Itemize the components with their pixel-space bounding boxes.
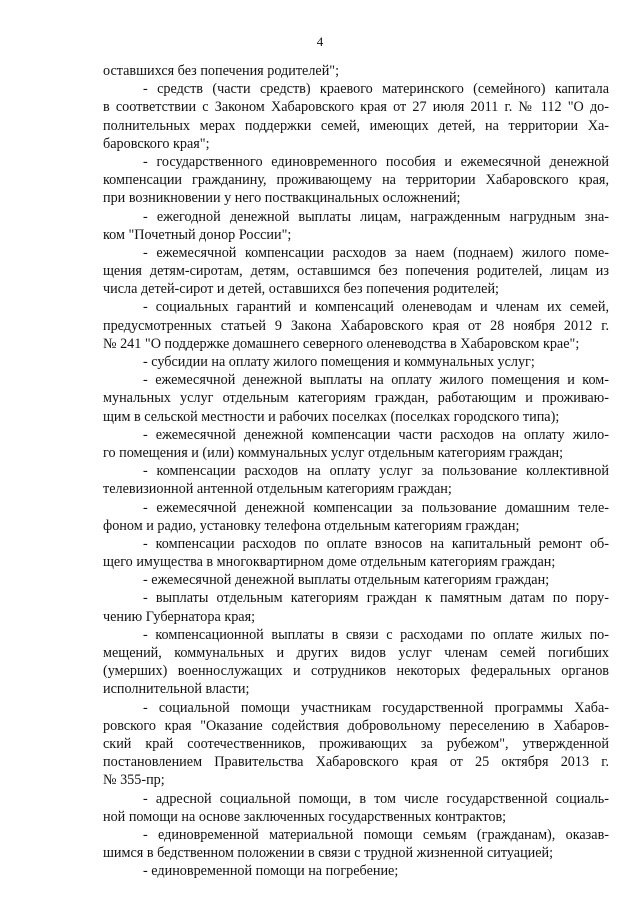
list-item	[103, 535, 609, 571]
text-line: (умерших) военнослужащих и сотрудников некоторых федеральных органов	[103, 663, 609, 680]
text-line: полнительных мерах поддержки семей, имеющих детей, на территории Ха-	[103, 117, 609, 134]
text-line: телевизионной антенной отдельным категориям граждан;	[103, 481, 452, 498]
list-item	[103, 298, 609, 353]
text-line: - ежемесячной денежной компенсации за пользование домашним теле-	[143, 499, 609, 516]
text-line: го помещения и (или) коммунальных услуг отдельным категориям граждан;	[103, 444, 564, 461]
text-line: - ежемесячной денежной выплаты отдельным категориям граждан;	[143, 572, 550, 589]
text-line: чению Губернатора края;	[103, 608, 256, 625]
text-line: - социальной помощи участникам государственной программы Хаба-	[143, 699, 609, 716]
list-item	[103, 589, 609, 625]
text-line: - средств (части средств) краевого материнского (семейного) капитала	[143, 81, 609, 98]
text-line: № 241 "О поддержке домашнего северного оленеводства в Хабаровском крае";	[103, 335, 580, 352]
text-line: - компенсации расходов на оплату услуг за пользование коллективной	[143, 463, 609, 480]
text-line: баровского края";	[103, 135, 210, 152]
text-line: - государственного единовременного пособия и ежемесячной денежной	[143, 153, 609, 170]
text-line: ский край соотечественников, проживающих за рубежом", утвержденной	[103, 735, 609, 752]
text-line: в соответствии с Законом Хабаровского края от 27 июля 2011 г. № 112 "О до-	[103, 99, 609, 116]
list-item	[103, 499, 609, 535]
text-line: ной помощи на основе заключенных государственных контрактов;	[103, 808, 507, 825]
list-item	[103, 353, 609, 371]
page-number: 4	[316, 34, 324, 49]
text-line: щения детям-сиротам, детям, оставшимся без попечения родителей, лицам из	[103, 263, 609, 280]
text-line: щего имущества в многоквартирном доме отдельным категориям граждан;	[103, 554, 556, 571]
text-line: - компенсационной выплаты в связи с расходами по оплате жилых по-	[143, 626, 609, 643]
list-item	[103, 244, 609, 299]
text-line: - ежемесячной компенсации расходов за наем (поднаем) жилого поме-	[143, 244, 609, 261]
text-line: мунальных услуг отдельным категориям граждан, работающим и проживаю-	[103, 390, 609, 407]
list-item	[103, 426, 609, 462]
text-line: - единовременной материальной помощи семьям (гражданам), оказав-	[143, 826, 609, 843]
text-line: исполнительной власти;	[103, 681, 250, 698]
text-line: - ежегодной денежной выплаты лицам, награжденным нагрудным зна-	[143, 208, 609, 225]
text-line: - адресной социальной помощи, в том числе государственной социаль-	[143, 790, 609, 807]
text-line: - единовременной помощи на погребение;	[143, 863, 399, 880]
text-line: постановлением Правительства Хабаровского края от 25 октября 2013 г.	[103, 754, 609, 771]
text-line: предусмотренных статьей 9 Закона Хабаровского края от 28 ноября 2012 г.	[103, 317, 609, 334]
text-line: - ежемесячной денежной выплаты на оплату жилого помещения и ком-	[143, 372, 609, 389]
list-item	[103, 80, 609, 153]
text-line: оставшихся без попечения родителей";	[103, 63, 340, 79]
list-item	[103, 371, 609, 426]
list-item	[103, 462, 609, 498]
text-line: ровского края "Оказание содействия добровольному переселению в Хабаров-	[103, 717, 609, 734]
list-item	[103, 62, 609, 80]
list-item	[103, 208, 609, 244]
text-line: при возникновении у него поствакцинальных осложнений;	[103, 190, 461, 207]
list-item	[103, 862, 609, 880]
text-line: - субсидии на оплату жилого помещения и коммунальных услуг;	[143, 354, 535, 370]
text-line: - ежемесячной денежной компенсации части расходов на оплату жило-	[143, 426, 609, 443]
list-item	[103, 790, 609, 826]
text-line: № 355-пр;	[103, 772, 165, 789]
text-line: мещений, коммунальных и других видов услуг членам семей погибших	[103, 645, 609, 661]
text-line: шимся в бедственном положении в связи с трудной жизненной ситуацией;	[103, 845, 554, 862]
list-item	[103, 153, 609, 208]
list-item	[103, 626, 609, 699]
list-item	[103, 826, 609, 862]
list-item	[103, 699, 609, 790]
text-line: числа детей-сирот и детей, оставшихся без попечения родителей;	[103, 281, 500, 298]
list-item	[103, 571, 609, 589]
document-body	[103, 62, 609, 880]
text-line: ком "Почетный донор России";	[103, 226, 292, 243]
text-line: - социальных гарантий и компенсаций оленеводам и членам их семей,	[143, 299, 609, 316]
text-line: щим в сельской местности и рабочих поселках (поселках городского типа);	[103, 408, 560, 425]
text-line: фоном и радио, установку телефона отдельным категориям граждан;	[103, 517, 520, 534]
text-line: компенсации гражданину, проживающему на территории Хабаровского края,	[103, 172, 609, 189]
text-line: - компенсации расходов по оплате взносов на капитальный ремонт об-	[143, 535, 609, 552]
text-line: - выплаты отдельным категориям граждан к памятным датам по пору-	[143, 590, 609, 607]
